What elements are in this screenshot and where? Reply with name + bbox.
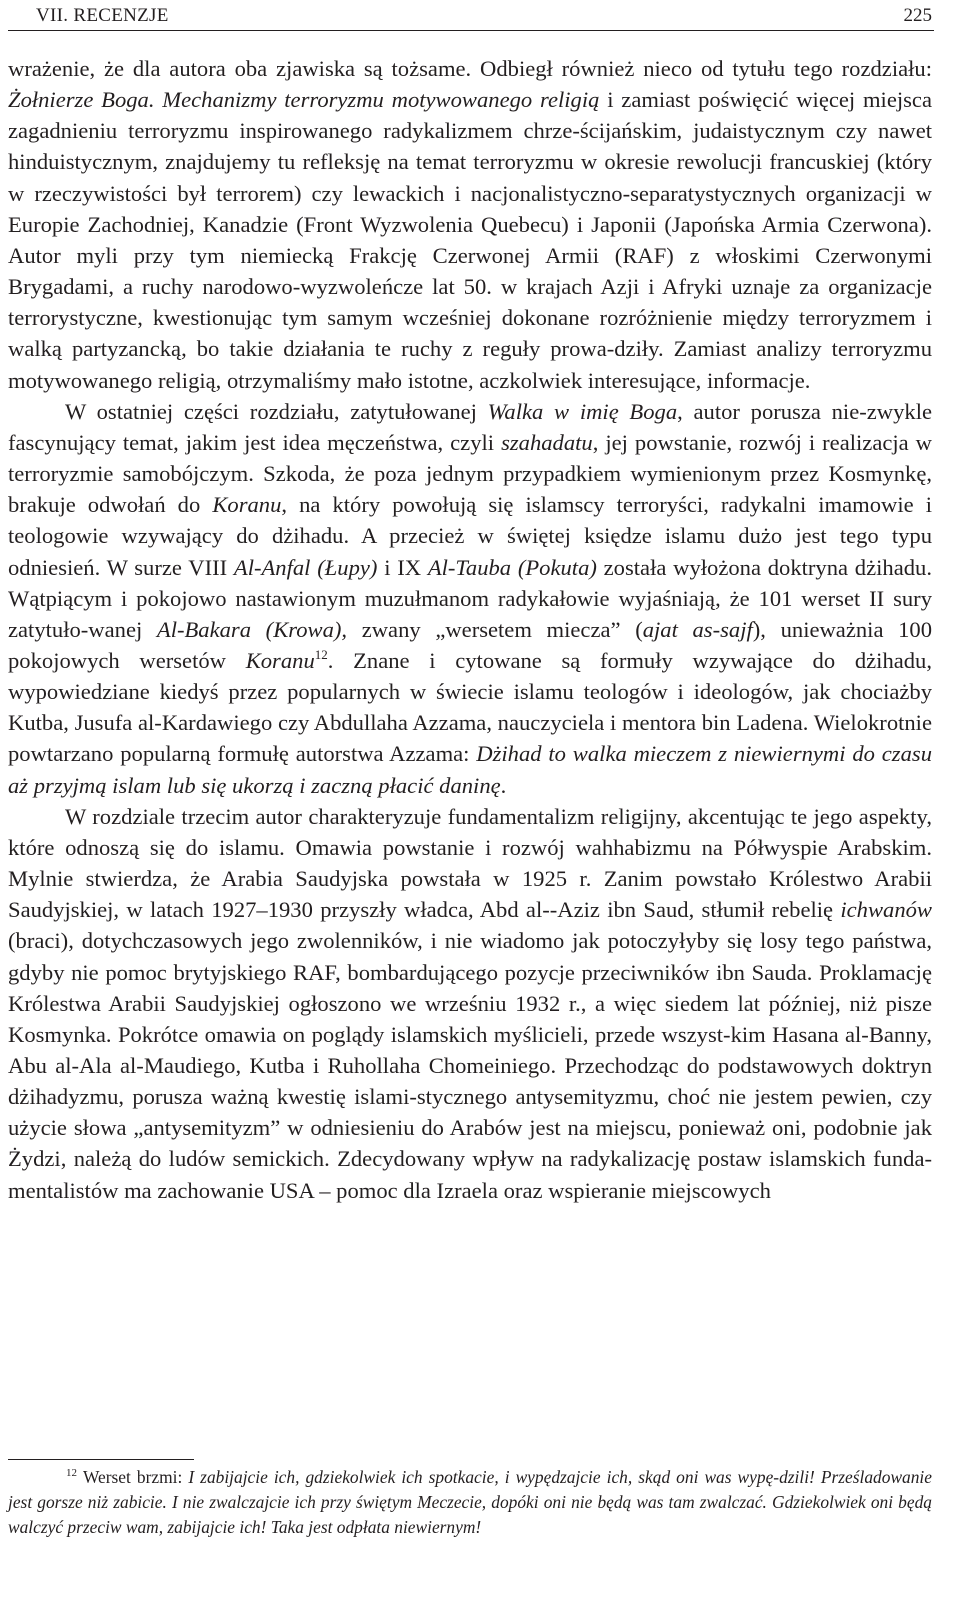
page-number: 225 (903, 5, 932, 26)
footnote-quote: I zabijajcie ich, gdziekolwiek ich spotkacie, i wypędzajcie ich, skąd oni was wypę-dzili! Prześladowanie jest gorsze niż zabicie. I nie zwalczajcie ich przy świętym Meczecie, dopóki oni nie będą was tam zwalczać. Gdziekolwiek oni będą walczyć przeciw wam, zabijajcie ich! Taka jest odpłata niewiernym! (8, 1467, 932, 1538)
running-header (8, 2, 934, 31)
paragraph-1: wrażenie, że dla autora oba zjawiska są tożsame. Odbiegł również nieco od tytułu tego rozdziału: Żołnierze Boga. Mechanizmy terroryzmu motywowanego religią i zamiast poświęcić więcej miejsca zagadnieniu terroryzmu inspirowanego radykalizmem chrze-ścijańskim, judaistycznym czy nawet hinduistycznym, znajdujemy tu refleksję na temat terroryzmu w okresie rewolucji francuskiej (który w rzeczywistości był terrorem) czy lewackich i nacjonalistyczno-separatystycznych organizacji w Europie Zachodniej, Kanadzie (Front Wyzwolenia Quebecu) i Japonii (Japońska Armia Czerwona). Autor myli przy tym niemiecką Frakcję Czerwonej Armii (RAF) z włoskimi Czerwonymi Brygadami, a ruchy narodowo-wyzwoleńcze lat 50. w krajach Azji i Afryki uznaje za organizacje terrorystyczne, kwestionując tym samym wcześniej dokonane rozróżnienie między terroryzmem i walką partyzancką, bo takie działania te ruchy z reguły prowa-dziły. Zamiast analizy terroryzmu motywowanego religią, otrzymaliśmy mało istotne, aczkolwiek interesujące, informacje. (8, 56, 932, 393)
paragraph-3: W rozdziale trzecim autor charakteryzuje fundamentalizm religijny, akcentując te jego aspekty, które odnoszą się do islamu. Omawia powstanie i rozwój wahhabizmu na Półwyspie Arabskim. Mylnie stwierdza, że Arabia Saudyjska powstała w 1925 r. Zanim powstało Królestwo Arabii Saudyjskiej, w latach 1927–1930 przyszły władca, Abd al--Aziz ibn Saud, stłumił rebelię ichwanów (braci), dotychczasowych jego zwolenników, i nie wiadomo jak potoczyłyby się losy tego państwa, gdyby nie pomoc brytyjskiego RAF, bombardującego pozycje przeciwników ibn Sauda. Proklamację Królestwa Arabii Saudyjskiej ogłoszono we wrześniu 1932 r., a więc siedem lat później, niż pisze Kosmynka. Pokrótce omawia on poglądy islamskich myślicieli, przede wszyst-kim Hasana al-Banny, Abu al-Ala al-Maudiego, Kutba i Ruhollaha Chomeiniego. Przechodząc do podstawowych doktryn dżihadyzmu, porusza ważną kwestię islami-stycznego antysemityzmu, choć nie jestem pewien, czy użycie słowa „antysemityzm” w odniesieniu do Arabów jest na miejscu, ponieważ oni, podobnie jak Żydzi, należą do ludów semickich. Zdecydowany wpływ na radykalizację postaw islamskich funda-mentalistów ma zachowanie USA – pomoc dla Izraela oraz wspieranie miejscowych (8, 803, 932, 1203)
footnote-ref[interactable]: 12 (314, 646, 328, 662)
azzam-quote: Dżihad to walka mieczem z niewiernymi do czasu aż przyjmą islam lub się ukorzą i zaczną płacić daninę (8, 741, 932, 798)
paragraph-2: W ostatniej części rozdziału, zatytułowanej Walka w imię Boga, autor porusza nie-zwykle fascynujący temat, jakim jest idea męczeństwa, czyli szahadatu, jej powstanie, rozwój i realizacja w terroryzmie samobójczym. Szkoda, że poza jednym przypadkiem wymienionym przez Kosmynkę, brakuje odwołań do Koranu, na który powołują się islamscy terroryści, radykalni imamowie i teologowie wzywający do dżihadu. A przecież w świętej księdze islamu dużo jest tego typu odniesień. W surze VIII Al-Anfal (Łupy) i IX Al-Tauba (Pokuta) została wyłożona doktryna dżihadu. Wątpiącym i pokojowo nastawionym muzułmanom radykałowie wyjaśniają, że 101 werset II sury zatytuło-wanej Al-Bakara (Krowa), zwany „wersetem miecza” (ajat as-sajf), unieważnia 100 pokojowych wersetów Koranu$^{12}$. Znane i cytowane są formuły wzywające do dżihadu, wypowiedziane kiedyś przez popularnych w świecie islamu teologów i ideologów, jak chociażby Kutba, Jusufa al-Kardawiego czy Abdullaha Azzama, nauczyciela i mentora bin Ladena. Wielokrotnie powtarzano popularną formułę autorstwa Azzama: Dżihad to walka mieczem z niewiernymi do czasu aż przyjmą islam lub się ukorzą i zaczną płacić daninę. (8, 398, 933, 798)
chapter-title: Żołnierze Boga. Mechanizmy terroryzmu motywowanego religią (8, 87, 600, 113)
footnote-divider (8, 1459, 194, 1460)
footnote-number: 12 (66, 1467, 77, 1479)
section-title: VII. RECENZJE (36, 5, 169, 26)
main-text (8, 53, 932, 1206)
footnote: $^{12}$ Werset brzmi: I zabijajcie ich, gdziekolwiek ich spotkacie, i wypędzajcie ich, skąd oni was wypę-dzili! Prześladowanie jest gorsze niż zabicie. I nie zwalczajcie ich przy świętym Meczecie, dopóki oni nie będą was tam zwalczać. Gdziekolwiek oni będą walczyć przeciw wam, zabijajcie ich! Taka jest odpłata niewiernym! (8, 1467, 932, 1538)
